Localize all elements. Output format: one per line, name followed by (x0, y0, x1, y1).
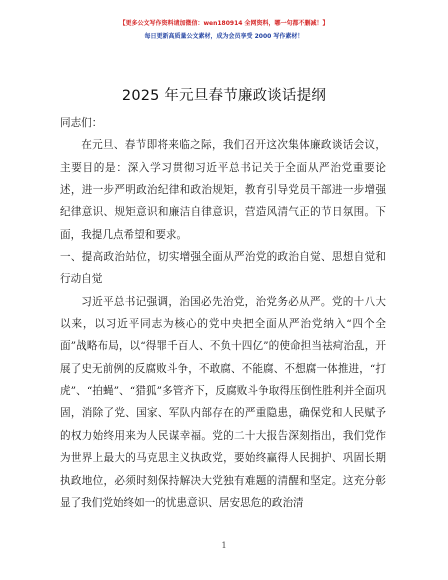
section-paragraph: 习近平总书记强调，治国必先治党，治党务必从严。党的十八大以来，以习近平同志为核心的党中央把全面从严治党纳入“四个全面”战略布局，以“得罪千百人、不负十四亿”的使命担当祛疴治乱，开展了史无前例的反腐败斗争，不敢腐、不能腐、不想腐一体推进，“打虎”、“拍蝇”、“猎狐”多管齐下，反腐败斗争取得压倒性胜利并全面巩固，消除了党、国家、军队内部存在的严重隐患，确保党和人民赋予的权力始终用来为人民谋幸福。党的二十大报告深刻指出，我们党作为世界上最大的马克思主义执政党，要始终赢得人民拥护、巩固长期执政地位，必须时刻保持解决大党独有难题的清醒和坚定。这充分彰显了我们党始终如一的忧患意识、居安思危的政治清 (60, 295, 386, 509)
section-heading: 一、提高政治站位，切实增强全面从严治党的政治自觉、思想自觉和行动自觉 (60, 251, 386, 286)
document-title: 2025 年元旦春节廉政谈话提纲 (121, 88, 327, 104)
page-number: 1 (221, 541, 227, 550)
intro-paragraph: 在元旦、春节即将来临之际，我们召开这次集体廉政谈话会议，主要目的是：深入学习贯彻习近平总书记关于全面从严治党重要论述，进一步严明政治纪律和政治规矩，教育引导党员干部进一步增强纪律意识、规矩意识和廉洁自律意识，营造风清气正的节日氛围。下面，我提几点希望和要求。 (60, 139, 386, 241)
document-body (60, 112, 386, 514)
salutation: 同志们： (60, 117, 103, 129)
promo-banner-line-2: 每日更新高质量公文素材，成为会员享受 2000 写作素材！ (144, 33, 304, 40)
promo-banner-line-1: 【更多公文写作资料请加微信：wen180914 全网资料，哪一句都不删减！】 (119, 20, 329, 27)
